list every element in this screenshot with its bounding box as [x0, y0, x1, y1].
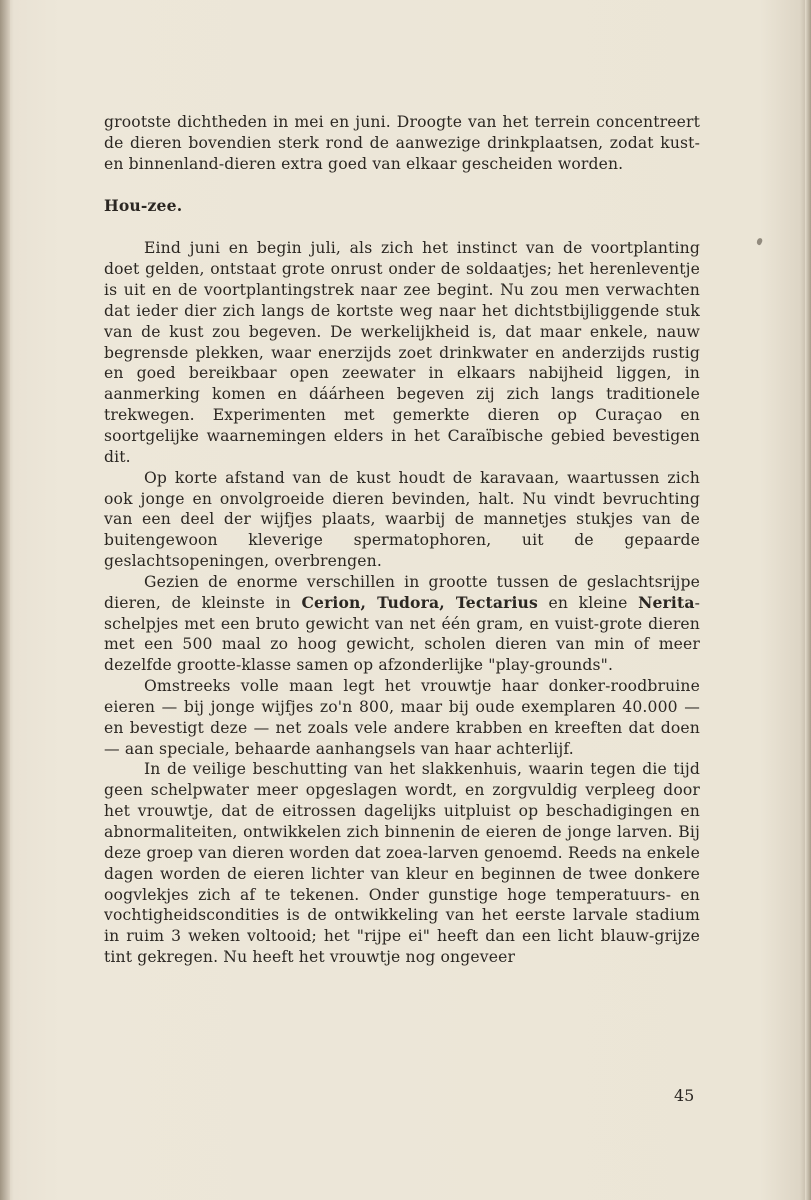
- paragraph: [104, 572, 700, 676]
- page-number: 45: [674, 1086, 695, 1105]
- paragraph-text: Gezien de enorme verschillen in grootte tussen de geslachtsrijpe dieren, de kleinste in: [104, 572, 700, 612]
- paper-speck: [756, 237, 763, 245]
- paragraph-text: en kleine: [537, 593, 639, 612]
- genus-name-bold: Nerita: [638, 592, 695, 612]
- paragraph: Omstreeks volle maan legt het vrouwtje haar donker-roodbruine eieren — bij jonge wijfjes zo'n 800, maar bij oude exemplaren 40.000 — en bevestigt deze — net zoals vele andere krabben en kreeften dat doen — aan speciale, behaarde aanhangsels van haar achterlijf.: [104, 677, 700, 758]
- page-edge: [805, 0, 811, 1200]
- binding-shadow: [0, 0, 10, 1200]
- paragraph: Op korte afstand van de kust houdt de karavaan, waartussen zich ook jonge en onvolgroeide dieren bevinden, halt. Nu vindt bevruchting van een deel der wijfjes plaats, waarbij de mannetjes stukjes van de buitengewoon kleverige spermatophoren, uit de gepaarde geslachtsopeningen, overbrengen.: [104, 468, 700, 571]
- body-text: [104, 112, 700, 968]
- paragraph: In de veilige beschutting van het slakkenhuis, waarin tegen die tijd geen schelpwater meer opgeslagen wordt, en zorgvuldig verpleeg door het vrouwtje, dat de eitrossen dagelijks uitpluist op beschadigingen en abnormaliteiten, ontwikkelen zich binnenin de eieren de jonge larven. Bij deze groep van dieren worden dat zoea-larven genoemd. Reeds na enkele dagen worden de eieren lichter van kleur en beginnen de twee donkere oogvlekjes zich af te tekenen. Onder gunstige hoge temperatuurs- en vochtigheidscondities is de ontwikkeling van het eerste larvale stadium in ruim 3 weken voltooid; het "rijpe ei" heeft dan een licht blauw-grijze tint gekregen. Nu heeft het vrouwtje nog ongeveer: [104, 760, 700, 967]
- genus-names-bold: Cerion, Tudora, Tectarius: [301, 592, 538, 612]
- section-heading: Hou-zee.: [104, 195, 183, 215]
- paragraph-text: -schelpjes met een bruto gewicht van net één gram, en vuist-grote dieren met een 500 maal zo hoog gewicht, scholen dieren van min of meer dezelfde grootte-klasse samen op afzonderlijke "play-grounds".: [104, 593, 701, 675]
- paragraph: Eind juni en begin juli, als zich het instinct van de voortplanting doet gelden, ontstaat grote onrust onder de soldaatjes; het herenleventje is uit en de voortplantingstrek naar zee begint. Nu zou men verwachten dat ieder dier zich langs de kortste weg naar het dichtstbijliggende stuk van de kust zou begeven. De werkelijkheid is, dat maar enkele, nauw begrensde plekken, waar enerzijds zoet drinkwater en anderzijds rustig en goed bereikbaar open zeewater in elkaars nabijheid liggen, in aanmerking komen en dáárheen begeven zij zich langs traditionele trekwegen. Experimenten met gemerkte dieren op Curaçao en soortgelijke waarnemingen elders in het Caraïbische gebied bevestigen dit.: [104, 239, 700, 466]
- paragraph-continuation: grootste dichtheden in mei en juni. Droogte van het terrein concentreert de dieren bovendien sterk rond de aanwezige drinkplaatsen, zodat kust- en binnenland-dieren extra goed van elkaar gescheiden worden.: [104, 113, 700, 173]
